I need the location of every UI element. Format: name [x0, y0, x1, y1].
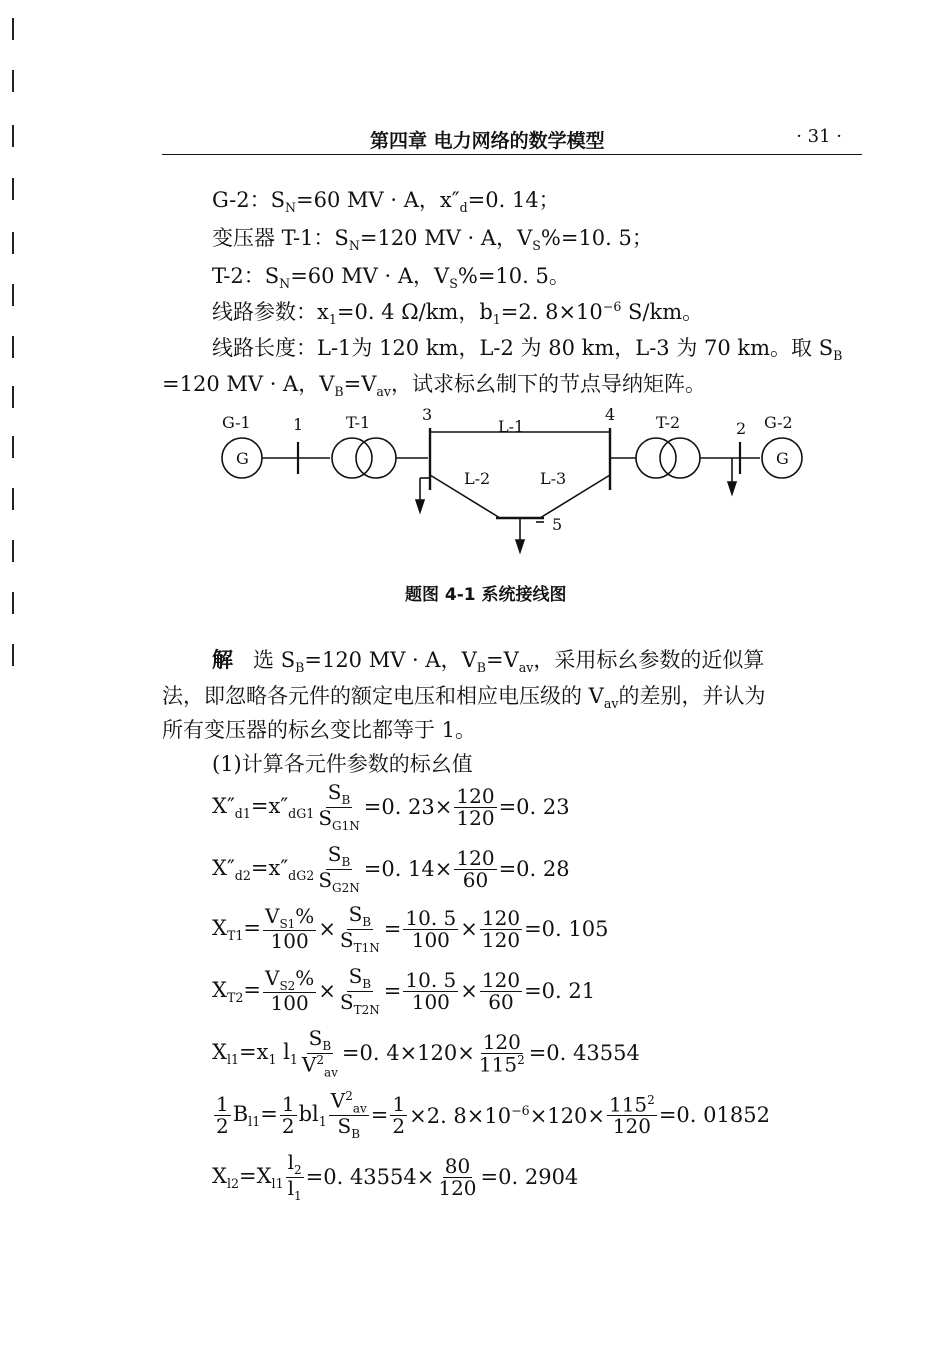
label-node3: 3 [422, 405, 433, 424]
xd2-result: =0. 28 [498, 857, 570, 882]
xd2-frac-sb: $\frac{S_B}{S_{G2N}}$ [318, 842, 360, 895]
bl1-frac-half-3: $\frac{1}{2}$ [392, 1091, 406, 1138]
xt2-frac-sb: $\frac{S_B}{S_{T2N}}$ [339, 964, 380, 1017]
formula-xt2 [212, 966, 595, 1016]
margin-mark [12, 284, 14, 306]
xt1-frac-sb: $\frac{S_B}{S_{T1N}}$ [339, 902, 380, 955]
bl1-result: =0. 01852 [658, 1103, 770, 1128]
bl1-mid: ×2. $8\times 10^{-6}\times 120\times$ [409, 1102, 605, 1128]
label-l2: L-2 [464, 469, 491, 488]
xt1-times-2: × [460, 917, 478, 942]
label-node4: 4 [605, 405, 616, 424]
margin-mark [12, 488, 14, 510]
xl2-result: =0. 2904 [480, 1165, 579, 1190]
xd2-mid: =0. 14× [363, 857, 453, 882]
margin-mark [12, 386, 14, 408]
bl1-lhs: $B_{l1}=$ [232, 1101, 278, 1130]
xt2-frac-val: $\frac{10. 5}{100}$ [405, 967, 457, 1014]
label-node5: 5 [552, 515, 563, 534]
xl2-frac-len: $\frac{l_2}{l_1}$ [287, 1150, 302, 1203]
xl1-frac-ratio: $\frac{120}{115^2}$ [478, 1029, 525, 1077]
xd2-lhs: $X''_{d2}=x''_{dG2}$ [212, 855, 315, 883]
xd1-frac-ratio: $\frac{120}{120}$ [456, 783, 495, 830]
xt2-frac-ratio: $\frac{120}{60}$ [481, 967, 521, 1014]
label-l3: L-3 [540, 469, 567, 488]
transformer-t1-icon [332, 438, 396, 478]
label-t2: T-2 [656, 413, 681, 432]
solution-text-1: 选 $S_B=120$ MV · A，$V_B=V_{av}$，采用标幺参数的近似算 [253, 648, 765, 676]
solution-label: 解 [212, 647, 233, 672]
xd2-frac-ratio: $\frac{120}{60}$ [456, 845, 495, 892]
margin-mark [12, 540, 14, 562]
formula-xl1 [212, 1028, 640, 1079]
xl1-mid: =0. 4×120× [341, 1041, 475, 1066]
page-header [162, 122, 862, 155]
label-g2: G-2 [764, 413, 793, 432]
label-l1: L-1 [498, 417, 525, 436]
margin-mark [12, 644, 14, 666]
param-g2: G-2：$S_N=60$ MV · A，$x''_d=0$. 14； [212, 188, 560, 216]
param-length-cont: =120 MV · A，$V_B=V_{av}$，试求标幺制下的节点导纳矩阵。 [162, 372, 707, 400]
label-gen-g2: G [776, 449, 789, 468]
xl2-lhs: $X_{l2}=X_{l1}$ [212, 1163, 284, 1191]
xl2-mid: =0. 43554× [305, 1165, 435, 1190]
xt2-lhs: $X_{T2}=$ [212, 977, 261, 1005]
figure-caption: 题图 4-1 系统接线图 [405, 585, 567, 605]
margin-mark [12, 436, 14, 458]
xt2-frac-vs: $\frac{V_{S2}\%}{100}$ [264, 965, 315, 1016]
page-number: · 31 · [796, 126, 842, 147]
label-gen-g1: G [236, 449, 249, 468]
bl1-frac-half: $\frac{1}{2}$ [216, 1091, 229, 1138]
margin-mark [12, 178, 14, 200]
xt2-times-2: × [460, 979, 478, 1004]
param-length: 线路长度：L-1为 120 km，L-2 为 80 km，L-3 为 70 km。取 $S_B$ [212, 336, 843, 364]
xl1-frac-sb: $\frac{S_B}{V^2_{av}}$ [301, 1026, 338, 1080]
xt2-times: × [318, 979, 336, 1004]
param-t1: 变压器 T-1：$S_N=120$ MV · A，$V_S\%=10$. 5； [212, 226, 653, 254]
formula-xl2 [212, 1152, 578, 1202]
solution-step-1: (1)计算各元件参数的标幺值 [212, 752, 473, 776]
margin-mark [12, 232, 14, 254]
param-line: 线路参数：$x_1=0$. 4 Ω/km，$b_1=2$. $8\times 10^{-6}$ S/km。 [212, 299, 704, 328]
formula-xt1 [212, 904, 608, 954]
bl1-bl: $bl_1$ [298, 1101, 327, 1130]
margin-mark [12, 592, 14, 614]
solution-line-1 [212, 644, 764, 675]
xt2-result: =0. 21 [524, 979, 596, 1004]
xt1-lhs: $X_{T1}=$ [212, 915, 261, 943]
xd1-lhs: $X''_{d1}=x''_{dG1}$ [212, 793, 315, 821]
xt1-frac-val: $\frac{10. 5}{100}$ [405, 905, 457, 952]
system-wiring-diagram [200, 400, 820, 560]
xl1-lhs: $X_{l1}=x_1$ $l_1$ [212, 1039, 298, 1068]
label-t1: T-1 [346, 413, 371, 432]
formula-xd2 [212, 844, 570, 894]
formula-xd1 [212, 782, 570, 832]
label-node1: 1 [293, 415, 304, 434]
xl1-result: =0. 43554 [528, 1041, 640, 1066]
transformer-t2-icon [636, 438, 700, 478]
label-node2: 2 [736, 419, 747, 438]
xd1-mid: =0. 23× [363, 795, 453, 820]
xt1-frac-vs: $\frac{V_{S1}\%}{100}$ [264, 903, 315, 954]
bl1-frac-ratio: $\frac{115^2}{120}$ [608, 1092, 655, 1139]
xd1-result: =0. 23 [498, 795, 570, 820]
solution-line-2: 法，即忽略各元件的额定电压和相应电压级的 $V_{av}$的差别，并认为 [162, 684, 766, 712]
margin-mark [12, 18, 14, 40]
chapter-title: 第四章 电力网络的数学模型 [370, 130, 605, 152]
solution-line-3: 所有变压器的标幺变比都等于 1。 [162, 718, 477, 742]
formula-bl1 [212, 1090, 770, 1141]
bl1-eq: = [370, 1103, 389, 1128]
margin-mark [12, 336, 14, 358]
xl2-frac-ratio: $\frac{80}{120}$ [438, 1153, 477, 1200]
xt1-result: =0. 105 [524, 917, 609, 942]
label-g1: G-1 [222, 413, 251, 432]
xt1-eq: = [383, 917, 402, 942]
margin-mark [12, 70, 14, 92]
xt1-times: × [318, 917, 336, 942]
bl1-frac-half-2: $\frac{1}{2}$ [281, 1091, 295, 1138]
param-t2: T-2：$S_N=60$ MV · A，$V_S\%=10$. 5。 [212, 264, 570, 292]
xd1-frac-sb: $\frac{S_B}{S_{G1N}}$ [318, 780, 360, 833]
xt1-frac-ratio: $\frac{120}{120}$ [481, 905, 521, 952]
xt2-eq: = [383, 979, 402, 1004]
bl1-frac-vav: $\frac{V^2_{av}}{S_B}$ [330, 1088, 367, 1142]
margin-mark [12, 125, 14, 147]
